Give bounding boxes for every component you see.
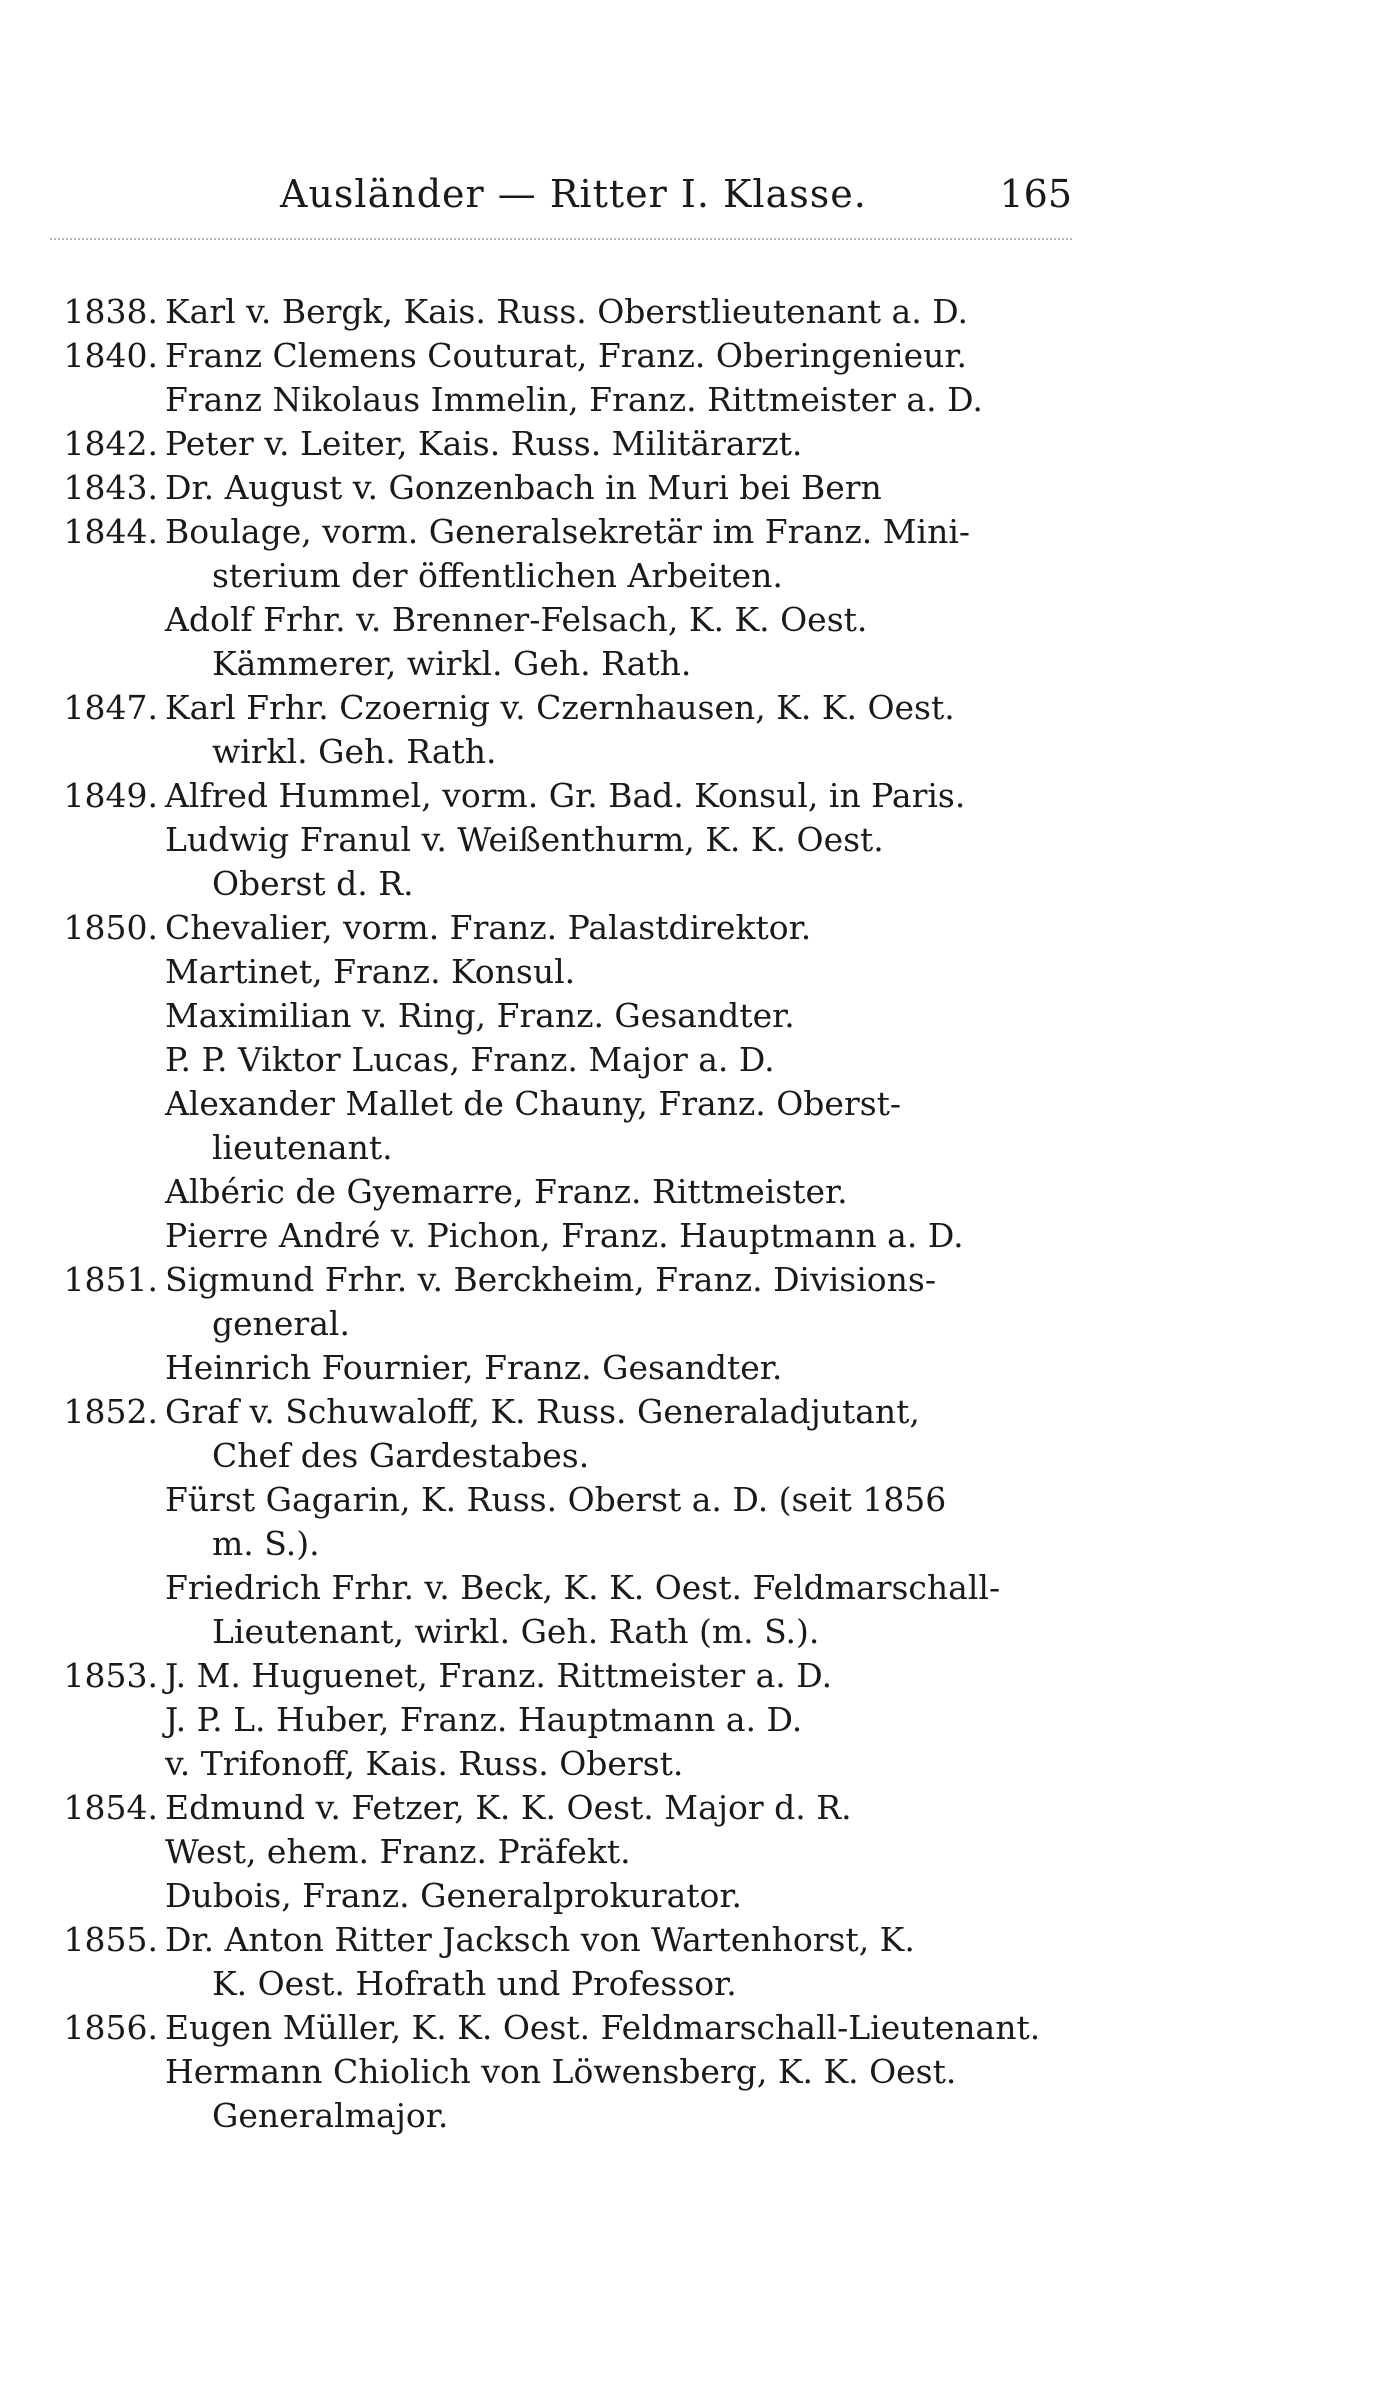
entry-text: Lieutenant, wirkl. Geh. Rath (m. S.). xyxy=(212,1612,820,1651)
entry-text: wirkl. Geh. Rath. xyxy=(212,732,497,771)
entry-text: Albéric de Gyemarre, Franz. Rittmeister. xyxy=(165,1172,848,1211)
list-item xyxy=(40,466,1080,510)
entry-text: sterium der öffentlichen Arbeiten. xyxy=(212,556,783,595)
list-item xyxy=(40,1434,1080,1478)
list-item xyxy=(40,1258,1080,1302)
entry-text: Karl v. Bergk, Kais. Russ. Oberstlieutenant a. D. xyxy=(165,292,968,331)
entry-year: 1855. xyxy=(63,1920,158,1959)
list-item xyxy=(40,598,1080,642)
list-item xyxy=(40,1478,1080,1522)
entry-text: Martinet, Franz. Konsul. xyxy=(165,952,576,991)
list-item xyxy=(40,1126,1080,1170)
entry-text: m. S.). xyxy=(212,1524,320,1563)
entry-year: 1847. xyxy=(63,688,158,727)
entry-text: Edmund v. Fetzer, K. K. Oest. Major d. R. xyxy=(165,1788,852,1827)
list-item xyxy=(40,774,1080,818)
entry-text: Boulage, vorm. Generalsekretär im Franz. Mini- xyxy=(165,512,971,551)
entry-text: Chevalier, vorm. Franz. Palastdirektor. xyxy=(165,908,812,947)
list-item xyxy=(40,1962,1080,2006)
list-item xyxy=(40,950,1080,994)
entry-text: Sigmund Frhr. v. Berckheim, Franz. Divisions- xyxy=(165,1260,936,1299)
list-item xyxy=(40,994,1080,1038)
entry-text: J. P. L. Huber, Franz. Hauptmann a. D. xyxy=(165,1700,803,1739)
list-item xyxy=(40,1874,1080,1918)
entry-text: Chef des Gardestabes. xyxy=(212,1436,590,1475)
list-item xyxy=(40,642,1080,686)
entry-text: Graf v. Schuwaloff, K. Russ. Generaladjutant, xyxy=(165,1392,920,1431)
list-item xyxy=(40,1610,1080,1654)
entry-year: 1851. xyxy=(63,1260,158,1299)
list-item xyxy=(40,510,1080,554)
list-item xyxy=(40,1082,1080,1126)
list-item xyxy=(40,2050,1080,2094)
entry-text: Friedrich Frhr. v. Beck, K. K. Oest. Feldmarschall- xyxy=(165,1568,1001,1607)
header-rule xyxy=(50,238,1072,240)
entry-text: Ludwig Franul v. Weißenthurm, K. K. Oest. xyxy=(165,820,884,859)
entry-text: Adolf Frhr. v. Brenner-Felsach, K. K. Oest. xyxy=(165,600,868,639)
list-item xyxy=(40,1302,1080,1346)
list-item xyxy=(40,378,1080,422)
entry-text: Kämmerer, wirkl. Geh. Rath. xyxy=(212,644,692,683)
entry-text: v. Trifonoff, Kais. Russ. Oberst. xyxy=(165,1744,684,1783)
list-item xyxy=(40,1566,1080,1610)
list-item xyxy=(40,554,1080,598)
entry-text: Generalmajor. xyxy=(212,2096,449,2135)
entry-list xyxy=(40,290,1080,2138)
list-item xyxy=(40,1170,1080,1214)
entry-text: P. P. Viktor Lucas, Franz. Major a. D. xyxy=(165,1040,775,1079)
entry-text: West, ehem. Franz. Präfekt. xyxy=(165,1832,631,1871)
entry-year: 1850. xyxy=(63,908,158,947)
entry-text: Hermann Chiolich von Löwensberg, K. K. Oest. xyxy=(165,2052,957,2091)
list-item xyxy=(40,290,1080,334)
list-item xyxy=(40,818,1080,862)
page-number: 165 xyxy=(999,172,1072,216)
entry-text: J. M. Huguenet, Franz. Rittmeister a. D. xyxy=(165,1656,833,1695)
entry-text: Maximilian v. Ring, Franz. Gesandter. xyxy=(165,996,795,1035)
running-title: Ausländer — Ritter I. Klasse. xyxy=(280,172,867,216)
list-item xyxy=(40,730,1080,774)
entry-year: 1854. xyxy=(63,1788,158,1827)
entry-text: Karl Frhr. Czoernig v. Czernhausen, K. K. Oest. xyxy=(165,688,955,727)
entry-text: Peter v. Leiter, Kais. Russ. Militärarzt. xyxy=(165,424,803,463)
entry-text: Franz Clemens Couturat, Franz. Oberingenieur. xyxy=(165,336,968,375)
entry-year: 1838. xyxy=(63,292,158,331)
entry-text: Eugen Müller, K. K. Oest. Feldmarschall-Lieutenant. xyxy=(165,2008,1041,2047)
list-item xyxy=(40,1830,1080,1874)
entry-text: Fürst Gagarin, K. Russ. Oberst a. D. (seit 1856 xyxy=(165,1480,947,1519)
list-item xyxy=(40,1214,1080,1258)
entry-text: K. Oest. Hofrath und Professor. xyxy=(212,1964,737,2003)
list-item xyxy=(40,906,1080,950)
entry-text: Alfred Hummel, vorm. Gr. Bad. Konsul, in Paris. xyxy=(165,776,966,815)
list-item xyxy=(40,862,1080,906)
entry-text: Dr. August v. Gonzenbach in Muri bei Bern xyxy=(165,468,882,507)
list-item xyxy=(40,1918,1080,1962)
entry-text: Alexander Mallet de Chauny, Franz. Oberst- xyxy=(165,1084,902,1123)
entry-text: Dr. Anton Ritter Jacksch von Wartenhorst, K. xyxy=(165,1920,915,1959)
entry-text: Franz Nikolaus Immelin, Franz. Rittmeister a. D. xyxy=(165,380,983,419)
list-item xyxy=(40,1346,1080,1390)
list-item xyxy=(40,2006,1080,2050)
list-item xyxy=(40,334,1080,378)
list-item xyxy=(40,422,1080,466)
entry-text: Pierre André v. Pichon, Franz. Hauptmann a. D. xyxy=(165,1216,964,1255)
entry-year: 1840. xyxy=(63,336,158,375)
entry-year: 1844. xyxy=(63,512,158,551)
entry-text: lieutenant. xyxy=(212,1128,393,1167)
list-item xyxy=(40,1038,1080,1082)
list-item xyxy=(40,1786,1080,1830)
entry-text: general. xyxy=(212,1304,350,1343)
entry-year: 1843. xyxy=(63,468,158,507)
entry-text: Heinrich Fournier, Franz. Gesandter. xyxy=(165,1348,783,1387)
list-item xyxy=(40,1390,1080,1434)
entry-year: 1853. xyxy=(63,1656,158,1695)
entry-text: Oberst d. R. xyxy=(212,864,414,903)
entry-year: 1852. xyxy=(63,1392,158,1431)
list-item xyxy=(40,1522,1080,1566)
list-item xyxy=(40,1654,1080,1698)
entry-year: 1842. xyxy=(63,424,158,463)
list-item xyxy=(40,1698,1080,1742)
list-item xyxy=(40,2094,1080,2138)
running-header xyxy=(160,172,1072,232)
list-item xyxy=(40,686,1080,730)
entry-year: 1856. xyxy=(63,2008,158,2047)
entry-year: 1849. xyxy=(63,776,158,815)
list-item xyxy=(40,1742,1080,1786)
entry-text: Dubois, Franz. Generalprokurator. xyxy=(165,1876,743,1915)
